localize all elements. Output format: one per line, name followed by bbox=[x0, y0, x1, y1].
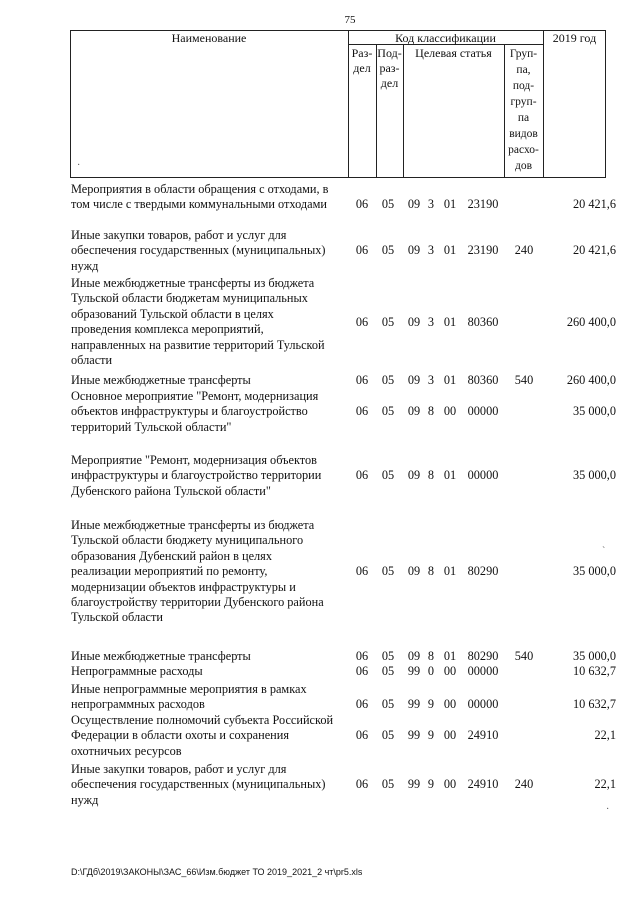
table-row bbox=[0, 373, 640, 388]
row-name: Иные межбюджетные трансферты из бюджета Тульской области бюджету муниципального образования Дубенский район в целях реализации мероприятий по ремонту, модернизации объектов инфраструктуры и благоустройству территории Дубенского района Тульской области bbox=[71, 518, 324, 625]
code-t2: 3 bbox=[427, 315, 435, 329]
code-t4: 00000 bbox=[467, 404, 499, 419]
code-t4: 00000 bbox=[467, 664, 499, 678]
row-name: Основное мероприятие "Ремонт, модернизация объектов инфраструктуры и благоустройство территорий Тульской области" bbox=[71, 389, 319, 434]
table-row bbox=[0, 182, 640, 213]
code-t3: 00 bbox=[443, 777, 457, 792]
amount-2019: 35 000,0 bbox=[572, 468, 616, 483]
table-row bbox=[0, 518, 640, 626]
code-rz: 06 bbox=[355, 197, 369, 212]
code-t3: 01 bbox=[443, 197, 457, 212]
code-t2: 8 bbox=[427, 564, 435, 578]
code-vr: 540 bbox=[514, 649, 534, 663]
code-pr: 05 bbox=[381, 373, 395, 387]
code-t2: 8 bbox=[427, 404, 435, 419]
code-t3: 01 bbox=[443, 315, 457, 329]
table-row bbox=[0, 762, 640, 808]
code-t1: 09 bbox=[407, 197, 421, 212]
code-t2: 9 bbox=[427, 697, 435, 712]
code-rz: 06 bbox=[355, 664, 369, 678]
amount-2019: 260 400,0 bbox=[566, 373, 616, 387]
amount-2019: 35 000,0 bbox=[572, 564, 616, 578]
code-rz: 06 bbox=[355, 468, 369, 483]
scan-speck: ` bbox=[602, 546, 606, 557]
amount-2019: 260 400,0 bbox=[566, 315, 616, 329]
code-t4: 80360 bbox=[467, 315, 499, 329]
code-t1: 09 bbox=[407, 468, 421, 483]
page-number: 75 bbox=[344, 14, 356, 26]
header-name: Наименование bbox=[171, 31, 247, 45]
code-t2: 9 bbox=[427, 728, 435, 743]
code-rz: 06 bbox=[355, 777, 369, 792]
scan-speck: · bbox=[77, 160, 81, 171]
code-vr: 240 bbox=[514, 777, 534, 792]
code-t4: 23190 bbox=[467, 243, 499, 258]
code-t4: 00000 bbox=[467, 697, 499, 712]
row-name: Мероприятия в области обращения с отходами, в том числе с твердыми коммунальными отходами bbox=[71, 182, 329, 212]
scan-speck: · bbox=[606, 804, 610, 815]
code-t4: 80290 bbox=[467, 564, 499, 578]
code-t1: 99 bbox=[407, 697, 421, 712]
table-row bbox=[0, 453, 640, 499]
code-rz: 06 bbox=[355, 243, 369, 258]
code-t1: 99 bbox=[407, 728, 421, 743]
code-t4: 00000 bbox=[467, 468, 499, 483]
amount-2019: 22,1 bbox=[594, 777, 616, 792]
code-pr: 05 bbox=[381, 697, 395, 712]
code-t3: 01 bbox=[443, 243, 457, 258]
code-pr: 05 bbox=[381, 664, 395, 678]
amount-2019: 35 000,0 bbox=[572, 404, 616, 419]
amount-2019: 10 632,7 bbox=[572, 664, 616, 678]
row-name: Иные межбюджетные трансферты bbox=[71, 373, 251, 387]
code-t4: 24910 bbox=[467, 728, 499, 743]
amount-2019: 10 632,7 bbox=[572, 697, 616, 712]
code-t4: 24910 bbox=[467, 777, 499, 792]
code-pr: 05 bbox=[381, 315, 395, 329]
code-pr: 05 bbox=[381, 468, 395, 483]
code-t3: 00 bbox=[443, 697, 457, 712]
code-t1: 09 bbox=[407, 315, 421, 329]
code-t1: 09 bbox=[407, 564, 421, 578]
code-t1: 99 bbox=[407, 664, 421, 678]
code-t3: 01 bbox=[443, 468, 457, 483]
code-t2: 3 bbox=[427, 373, 435, 387]
code-pr: 05 bbox=[381, 243, 395, 258]
table-row bbox=[0, 276, 640, 368]
row-name: Осуществление полномочий субъекта Российской Федерации в области охоты и сохранения охотничьих ресурсов bbox=[71, 713, 334, 758]
code-t2: 3 bbox=[427, 243, 435, 258]
code-t1: 99 bbox=[407, 777, 421, 792]
code-t3: 00 bbox=[443, 728, 457, 743]
row-name: Иные закупки товаров, работ и услуг для обеспечения государственных (муниципальных) нужд bbox=[71, 762, 326, 807]
code-t1: 09 bbox=[407, 243, 421, 258]
code-t2: 8 bbox=[427, 649, 435, 663]
header-code-classification: Код классификации bbox=[395, 31, 496, 45]
code-t4: 80360 bbox=[467, 373, 499, 387]
amount-2019: 20 421,6 bbox=[572, 243, 616, 258]
code-t4: 23190 bbox=[467, 197, 499, 212]
code-t2: 0 bbox=[427, 664, 435, 678]
header-year: 2019 год bbox=[552, 31, 597, 45]
code-t1: 09 bbox=[407, 649, 421, 663]
code-t3: 00 bbox=[443, 404, 457, 419]
code-pr: 05 bbox=[381, 404, 395, 419]
code-t1: 09 bbox=[407, 404, 421, 419]
row-name: Иные межбюджетные трансферты bbox=[71, 649, 251, 663]
row-name: Непрограммные расходы bbox=[71, 664, 203, 678]
header-target-article: Целевая статья bbox=[415, 46, 492, 60]
amount-2019: 20 421,6 bbox=[572, 197, 616, 212]
code-t2: 9 bbox=[427, 777, 435, 792]
code-rz: 06 bbox=[355, 564, 369, 578]
code-vr: 540 bbox=[514, 373, 534, 387]
header-podrazdel: Под- раз- дел bbox=[377, 46, 402, 90]
code-rz: 06 bbox=[355, 404, 369, 419]
code-pr: 05 bbox=[381, 728, 395, 743]
code-t3: 00 bbox=[443, 664, 457, 678]
code-t4: 80290 bbox=[467, 649, 499, 663]
code-vr: 240 bbox=[514, 243, 534, 258]
code-t3: 01 bbox=[443, 373, 457, 387]
code-t3: 01 bbox=[443, 564, 457, 578]
row-name: Мероприятие "Ремонт, модернизация объектов инфраструктуры и благоустройство территории Дубенского района Тульской области" bbox=[71, 453, 322, 498]
code-pr: 05 bbox=[381, 197, 395, 212]
header-razdel: Раз- дел bbox=[351, 46, 373, 75]
row-name: Иные непрограммные мероприятия в рамках непрограммных расходов bbox=[71, 682, 307, 712]
row-name: Иные закупки товаров, работ и услуг для обеспечения государственных (муниципальных) нужд bbox=[71, 228, 326, 273]
table-row bbox=[0, 682, 640, 713]
row-name: Иные межбюджетные трансферты из бюджета Тульской области бюджетам муниципальных образований Тульской области в целях проведения комплекса мероприятий, направленных на развитие территорий Тульской области bbox=[71, 276, 325, 368]
code-rz: 06 bbox=[355, 649, 369, 663]
table-row bbox=[0, 664, 640, 679]
table-row bbox=[0, 228, 640, 274]
code-rz: 06 bbox=[355, 373, 369, 387]
code-pr: 05 bbox=[381, 777, 395, 792]
code-pr: 05 bbox=[381, 564, 395, 578]
code-rz: 06 bbox=[355, 315, 369, 329]
code-pr: 05 bbox=[381, 649, 395, 663]
table-row bbox=[0, 389, 640, 435]
code-rz: 06 bbox=[355, 697, 369, 712]
code-t1: 09 bbox=[407, 373, 421, 387]
header-group: Груп- па, под- груп- па видов расхо- дов bbox=[508, 48, 539, 172]
code-t2: 8 bbox=[427, 468, 435, 483]
code-t3: 01 bbox=[443, 649, 457, 663]
amount-2019: 22,1 bbox=[594, 728, 616, 743]
code-t2: 3 bbox=[427, 197, 435, 212]
code-rz: 06 bbox=[355, 728, 369, 743]
table-row bbox=[0, 713, 640, 759]
amount-2019: 35 000,0 bbox=[572, 649, 616, 663]
file-path-footer: D:\ГДб\2019\ЗАКОНЫ\ЗАС_66\Изм.бюджет ТО 2019_2021_2 чт\pr5.xls bbox=[71, 867, 363, 877]
table-row bbox=[0, 649, 640, 664]
